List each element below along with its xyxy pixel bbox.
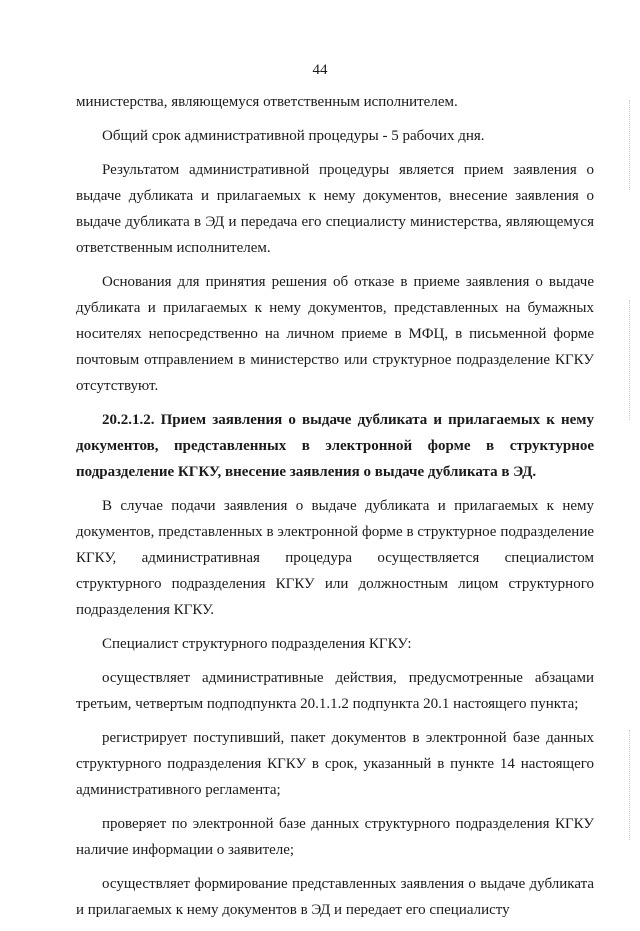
scan-margin-dots-middle — [629, 300, 632, 420]
section-heading-20-2-1-2: 20.2.1.2. Прием заявления о выдаче дубликата и прилагаемых к нему документов, представленных в электронной форме в структурное подразделение КГКУ, внесение заявления о выдаче дубликата в ЭД. — [76, 412, 594, 480]
paragraph-6: В случае подачи заявления о выдаче дубликата и прилагаемых к нему документов, представленных в электронной форме в структурное подразделение КГКУ, административная процедура осуществляется специалистом структурного подразделения КГКУ или должностным лицом структурного подразделения КГКУ. — [76, 498, 594, 618]
paragraph-2: Общий срок административной процедуры - 5 рабочих дня. — [102, 128, 485, 144]
paragraph-9: регистрирует поступивший, пакет документов в электронной базе данных структурного подразделения КГКУ в срок, указанный в пункте 14 настоящего административного регламента; — [76, 730, 594, 798]
document-body — [76, 89, 594, 931]
scan-margin-dots-top — [629, 100, 632, 190]
page-number: 44 — [312, 62, 328, 78]
paragraph-4: Основания для принятия решения об отказе в приеме заявления о выдаче дубликата и прилагаемых к нему документов, представленных на бумажных носителях непосредственно на личном приеме в МФЦ, в письменной форме почтовым отправлением в министерство или структурное подразделение КГКУ отсутствуют. — [76, 274, 594, 394]
scan-margin-dots-bottom — [629, 730, 632, 840]
paragraph-1: министерства, являющемуся ответственным исполнителем. — [76, 94, 458, 110]
paragraph-8: осуществляет административные действия, предусмотренные абзацами третьим, четвертым подподпункта 20.1.1.2 подпункта 20.1 настоящего пункта; — [76, 670, 594, 712]
paragraph-10: проверяет по электронной базе данных структурного подразделения КГКУ наличие информации о заявителе; — [76, 816, 594, 858]
paragraph-11: осуществляет формирование представленных заявления о выдаче дубликата и прилагаемых к нему документов в ЭД и передает его специалисту — [76, 876, 594, 918]
paragraph-3: Результатом административной процедуры является прием заявления о выдаче дубликата и прилагаемых к нему документов, внесение заявления о выдаче дубликата в ЭД и передача его специалисту министерства, являющемуся ответственным исполнителем. — [76, 162, 594, 256]
paragraph-7: Специалист структурного подразделения КГКУ: — [102, 636, 412, 652]
